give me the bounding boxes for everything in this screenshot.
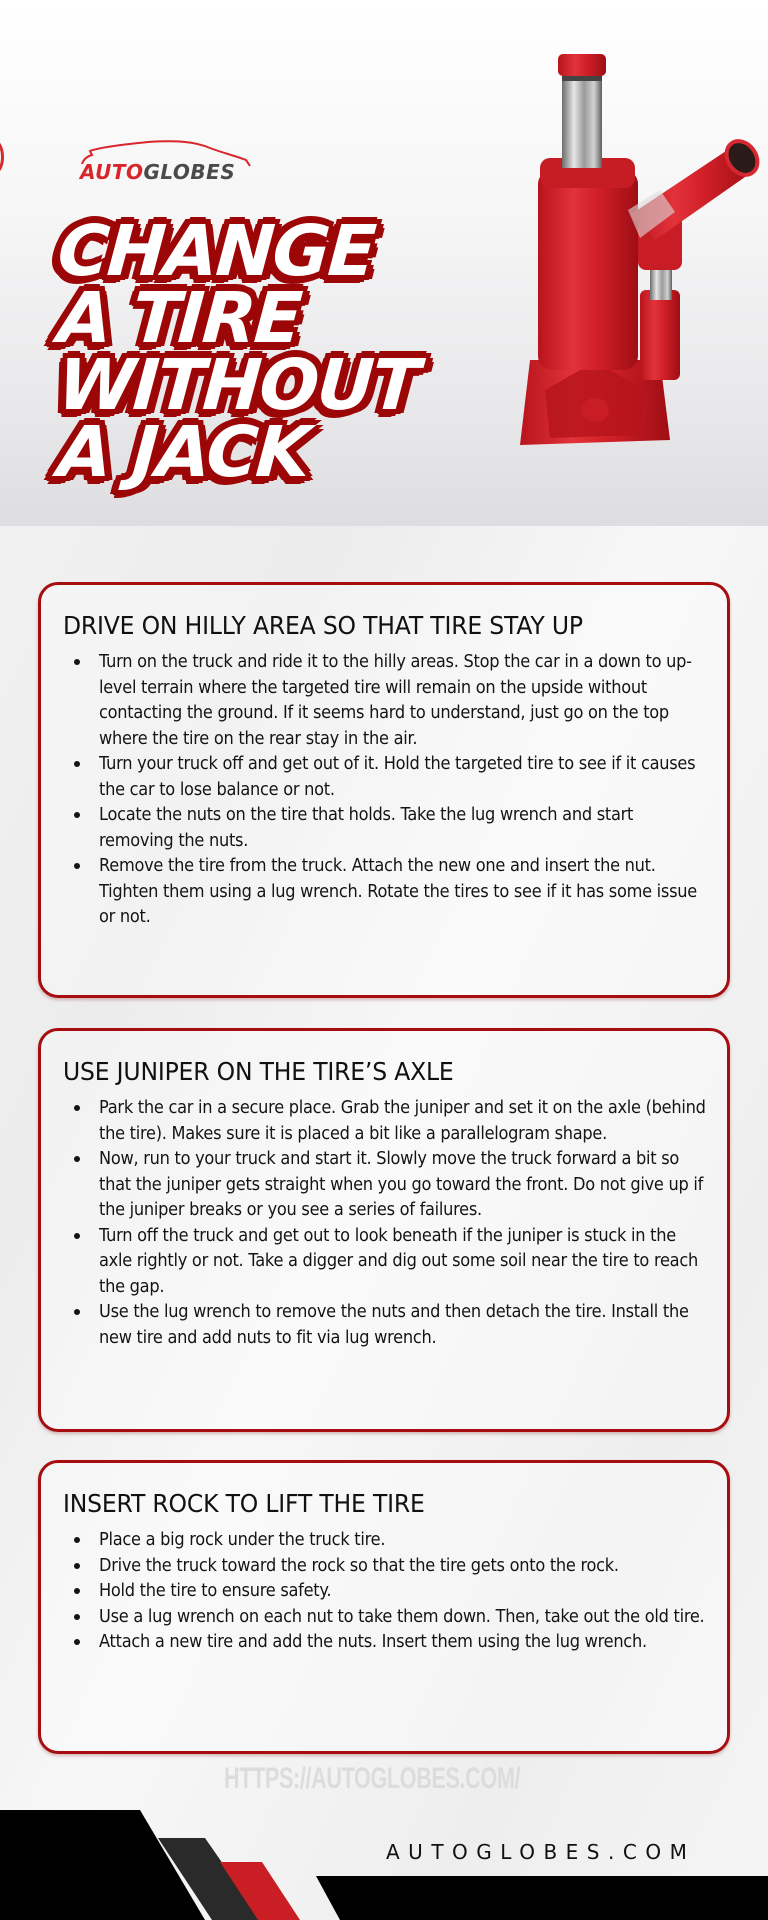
list-item: Turn on the truck and ride it to the hilly areas. Stop the car in a down to up-level terrain where the targeted tire will remain on the upside without contacting the ground. If it seems hard to understand, just go on the top where the tire on the rear stay in the air.: [99, 649, 707, 751]
steps-list: [63, 1095, 707, 1350]
list-item: Now, run to your truck and start it. Slowly move the truck forward a bit so that the juniper gets straight when you go toward the front. Do not give up if the juniper breaks or you see a series of failures.: [99, 1146, 707, 1223]
edge-decoration: [0, 140, 4, 174]
list-item: Use a lug wrench on each nut to take them down. Then, take out the old tire.: [99, 1604, 707, 1630]
hero-banner: [0, 0, 768, 526]
title-line-4: A JACK: [55, 411, 312, 493]
list-item: Turn your truck off and get out of it. Hold the targeted tire to see if it causes the car to lose balance or not.: [99, 751, 707, 802]
list-item: Drive the truck toward the rock so that the tire gets onto the rock.: [99, 1553, 707, 1579]
logo-globes: GLOBES: [143, 160, 236, 184]
list-item: Remove the tire from the truck. Attach the new one and insert the nut. Tighten them using a lug wrench. Rotate the tires to see if it has some issue or not.: [99, 853, 707, 930]
section-card-hilly-area: [38, 582, 730, 998]
bottle-jack-image: [510, 40, 760, 460]
section-heading: INSERT ROCK TO LIFT THE TIRE: [63, 1489, 425, 1518]
footer-domain-text[interactable]: AUTOGLOBES.COM: [386, 1840, 696, 1864]
title-line-2: A TIRE: [55, 277, 303, 359]
page-title: [55, 210, 528, 493]
title-line-1: CHANGE: [55, 210, 377, 292]
list-item: Park the car in a secure place. Grab the juniper and set it on the axle (behind the tire). Makes sure it is placed a bit like a parallelogram shape.: [99, 1095, 707, 1146]
list-item: Turn off the truck and get out to look beneath if the juniper is stuck in the axle rightly or not. Take a digger and dig out some soil near the tire to reach the gap.: [99, 1223, 707, 1300]
list-item: Use the lug wrench to remove the nuts and then detach the tire. Install the new tire and add nuts to fit via lug wrench.: [99, 1299, 707, 1350]
autoglobes-logo[interactable]: [78, 138, 258, 188]
logo-auto: AUTO: [80, 160, 144, 184]
website-url-link[interactable]: HTTPS://AUTOGLOBES.COM/: [224, 1762, 521, 1795]
steps-list: [63, 1527, 707, 1655]
steps-list: [63, 649, 707, 930]
list-item: Hold the tire to ensure safety.: [99, 1578, 707, 1604]
section-heading: USE JUNIPER ON THE TIRE’S AXLE: [63, 1057, 454, 1086]
section-heading: DRIVE ON HILLY AREA SO THAT TIRE STAY UP: [63, 611, 583, 640]
list-item: Attach a new tire and add the nuts. Insert them using the lug wrench.: [99, 1629, 707, 1655]
title-line-3: WITHOUT: [55, 344, 421, 426]
footer-bar: [0, 1800, 768, 1920]
logo-wordmark: [80, 162, 235, 182]
section-card-juniper: [38, 1028, 730, 1432]
section-card-rock: [38, 1460, 730, 1754]
list-item: Place a big rock under the truck tire.: [99, 1527, 707, 1553]
list-item: Locate the nuts on the tire that holds. Take the lug wrench and start removing the nuts.: [99, 802, 707, 853]
